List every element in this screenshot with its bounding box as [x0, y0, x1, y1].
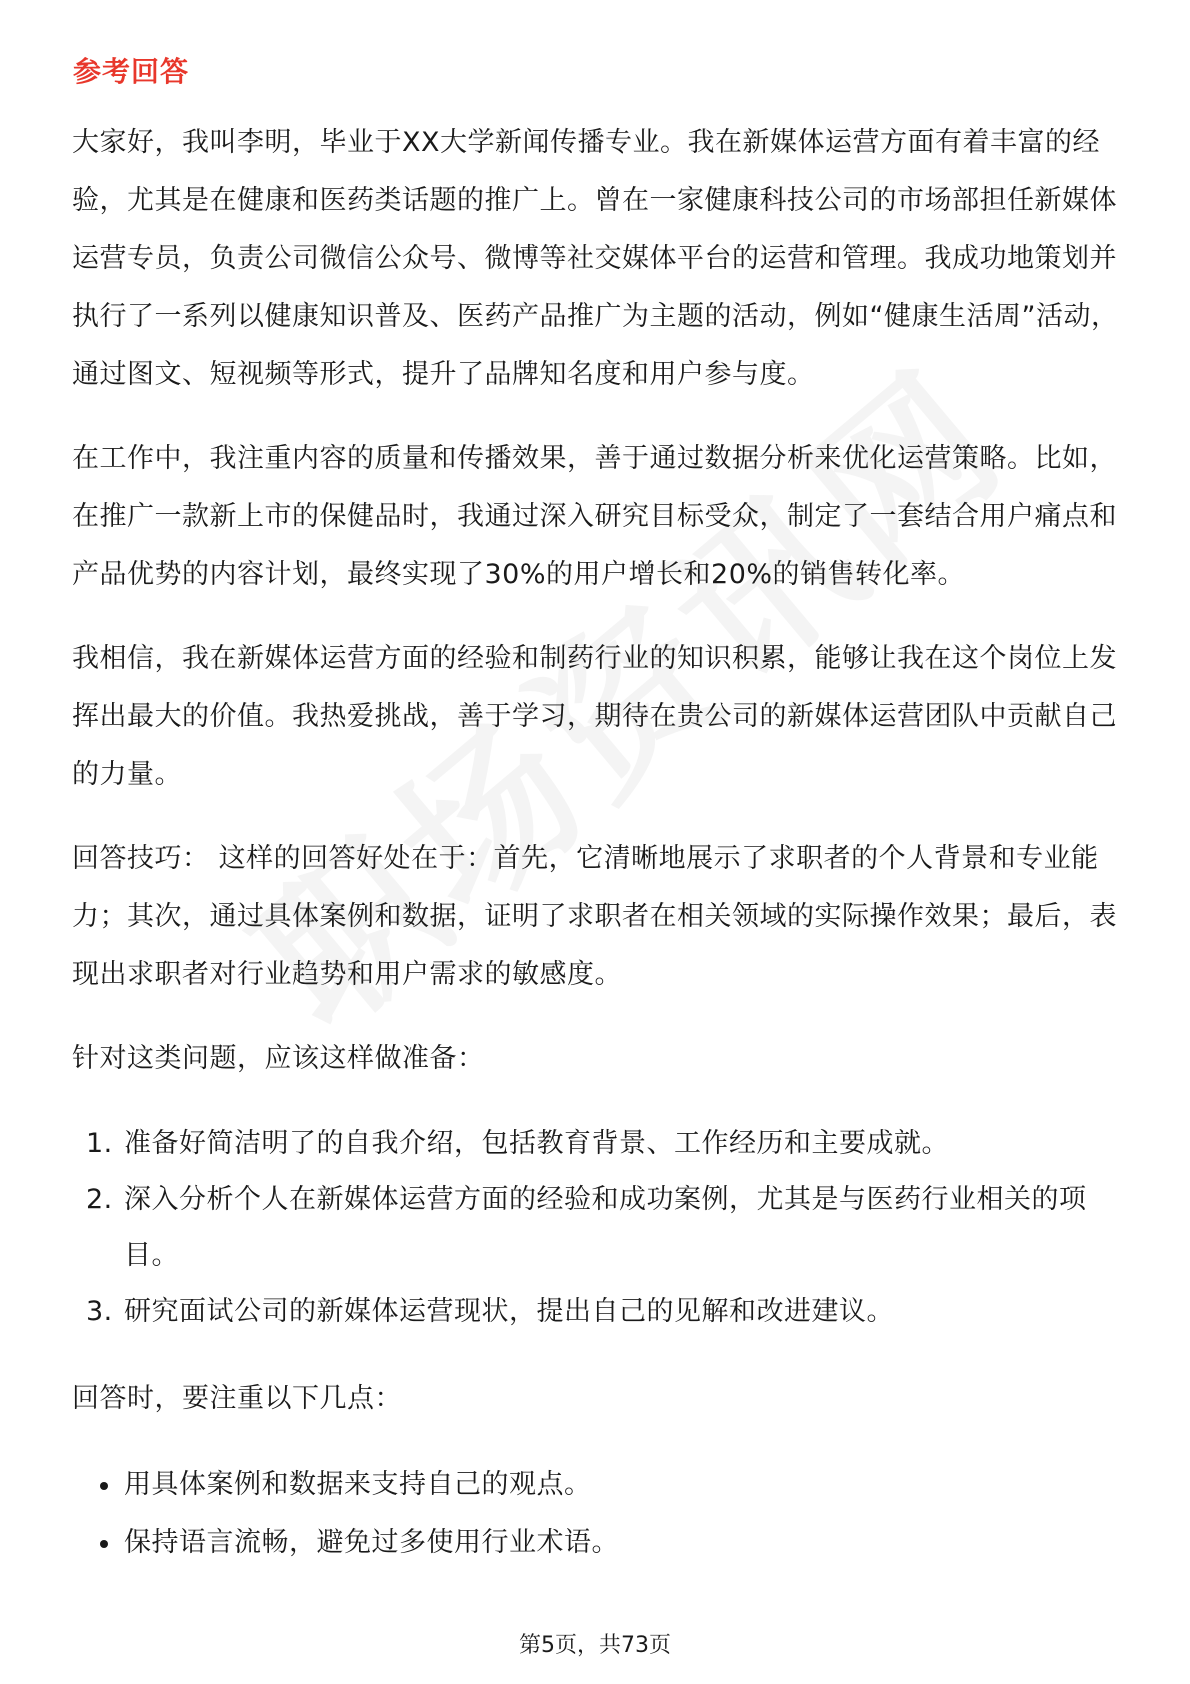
notes-intro: 回答时，要注重以下几点： — [72, 1383, 402, 1414]
work-paragraph: 在工作中，我注重内容的质量和传播效果，善于通过数据分析来优化运营策略。比如，在推广一款新上市的保健品时，我通过深入研究目标受众，制定了一套结合用户痛点和产品优势的内容计划，最终实现了30%的用户增长和20%的销售转化率。 — [72, 443, 1117, 590]
list-item — [72, 1116, 1132, 1172]
list-number: 2. — [86, 1184, 113, 1215]
list-number: 1. — [86, 1128, 113, 1159]
notes-list — [72, 1456, 1132, 1572]
content-body — [72, 114, 1132, 1572]
list-item-text: 研究面试公司的新媒体运营现状，提出自己的见解和改进建议。 — [124, 1296, 894, 1327]
bullet-icon — [100, 1540, 108, 1548]
bullet-icon — [100, 1482, 108, 1490]
list-item — [72, 1514, 1132, 1572]
list-item — [72, 1456, 1132, 1514]
prep-intro: 针对这类问题，应该这样做准备： — [72, 1043, 485, 1074]
prep-list — [72, 1116, 1132, 1340]
list-item — [72, 1172, 1132, 1284]
list-item — [72, 1284, 1132, 1340]
page-number-footer: 第5页，共73页 — [519, 1633, 671, 1658]
list-item-text: 保持语言流畅，避免过多使用行业术语。 — [124, 1527, 619, 1558]
list-item-text: 用具体案例和数据来支持自己的观点。 — [124, 1469, 592, 1500]
list-item-text: 准备好简洁明了的自我介绍，包括教育背景、工作经历和主要成就。 — [124, 1128, 949, 1159]
tips-paragraph: 回答技巧： 这样的回答好处在于：首先，它清晰地展示了求职者的个人背景和专业能力；其次，通过具体案例和数据，证明了求职者在相关领域的实际操作效果；最后，表现出求职者对行业趋势和用户需求的敏感度。 — [72, 843, 1117, 990]
intro-paragraph: 大家好，我叫李明，毕业于XX大学新闻传播专业。我在新媒体运营方面有着丰富的经验，尤其是在健康和医药类话题的推广上。曾在一家健康科技公司的市场部担任新媒体运营专员，负责公司微信公众号、微博等社交媒体平台的运营和管理。我成功地策划并执行了一系列以健康知识普及、医药产品推广为主题的活动，例如“健康生活周”活动，通过图文、短视频等形式，提升了品牌知名度和用户参与度。 — [72, 127, 1119, 390]
list-item-text: 深入分析个人在新媒体运营方面的经验和成功案例，尤其是与医药行业相关的项目。 — [124, 1184, 1087, 1271]
value-paragraph: 我相信，我在新媒体运营方面的经验和制药行业的知识积累，能够让我在这个岗位上发挥出最大的价值。我热爱挑战，善于学习，期待在贵公司的新媒体运营团队中贡献自己的力量。 — [72, 643, 1117, 790]
list-number: 3. — [86, 1296, 113, 1327]
section-heading: 参考回答 — [73, 55, 190, 88]
